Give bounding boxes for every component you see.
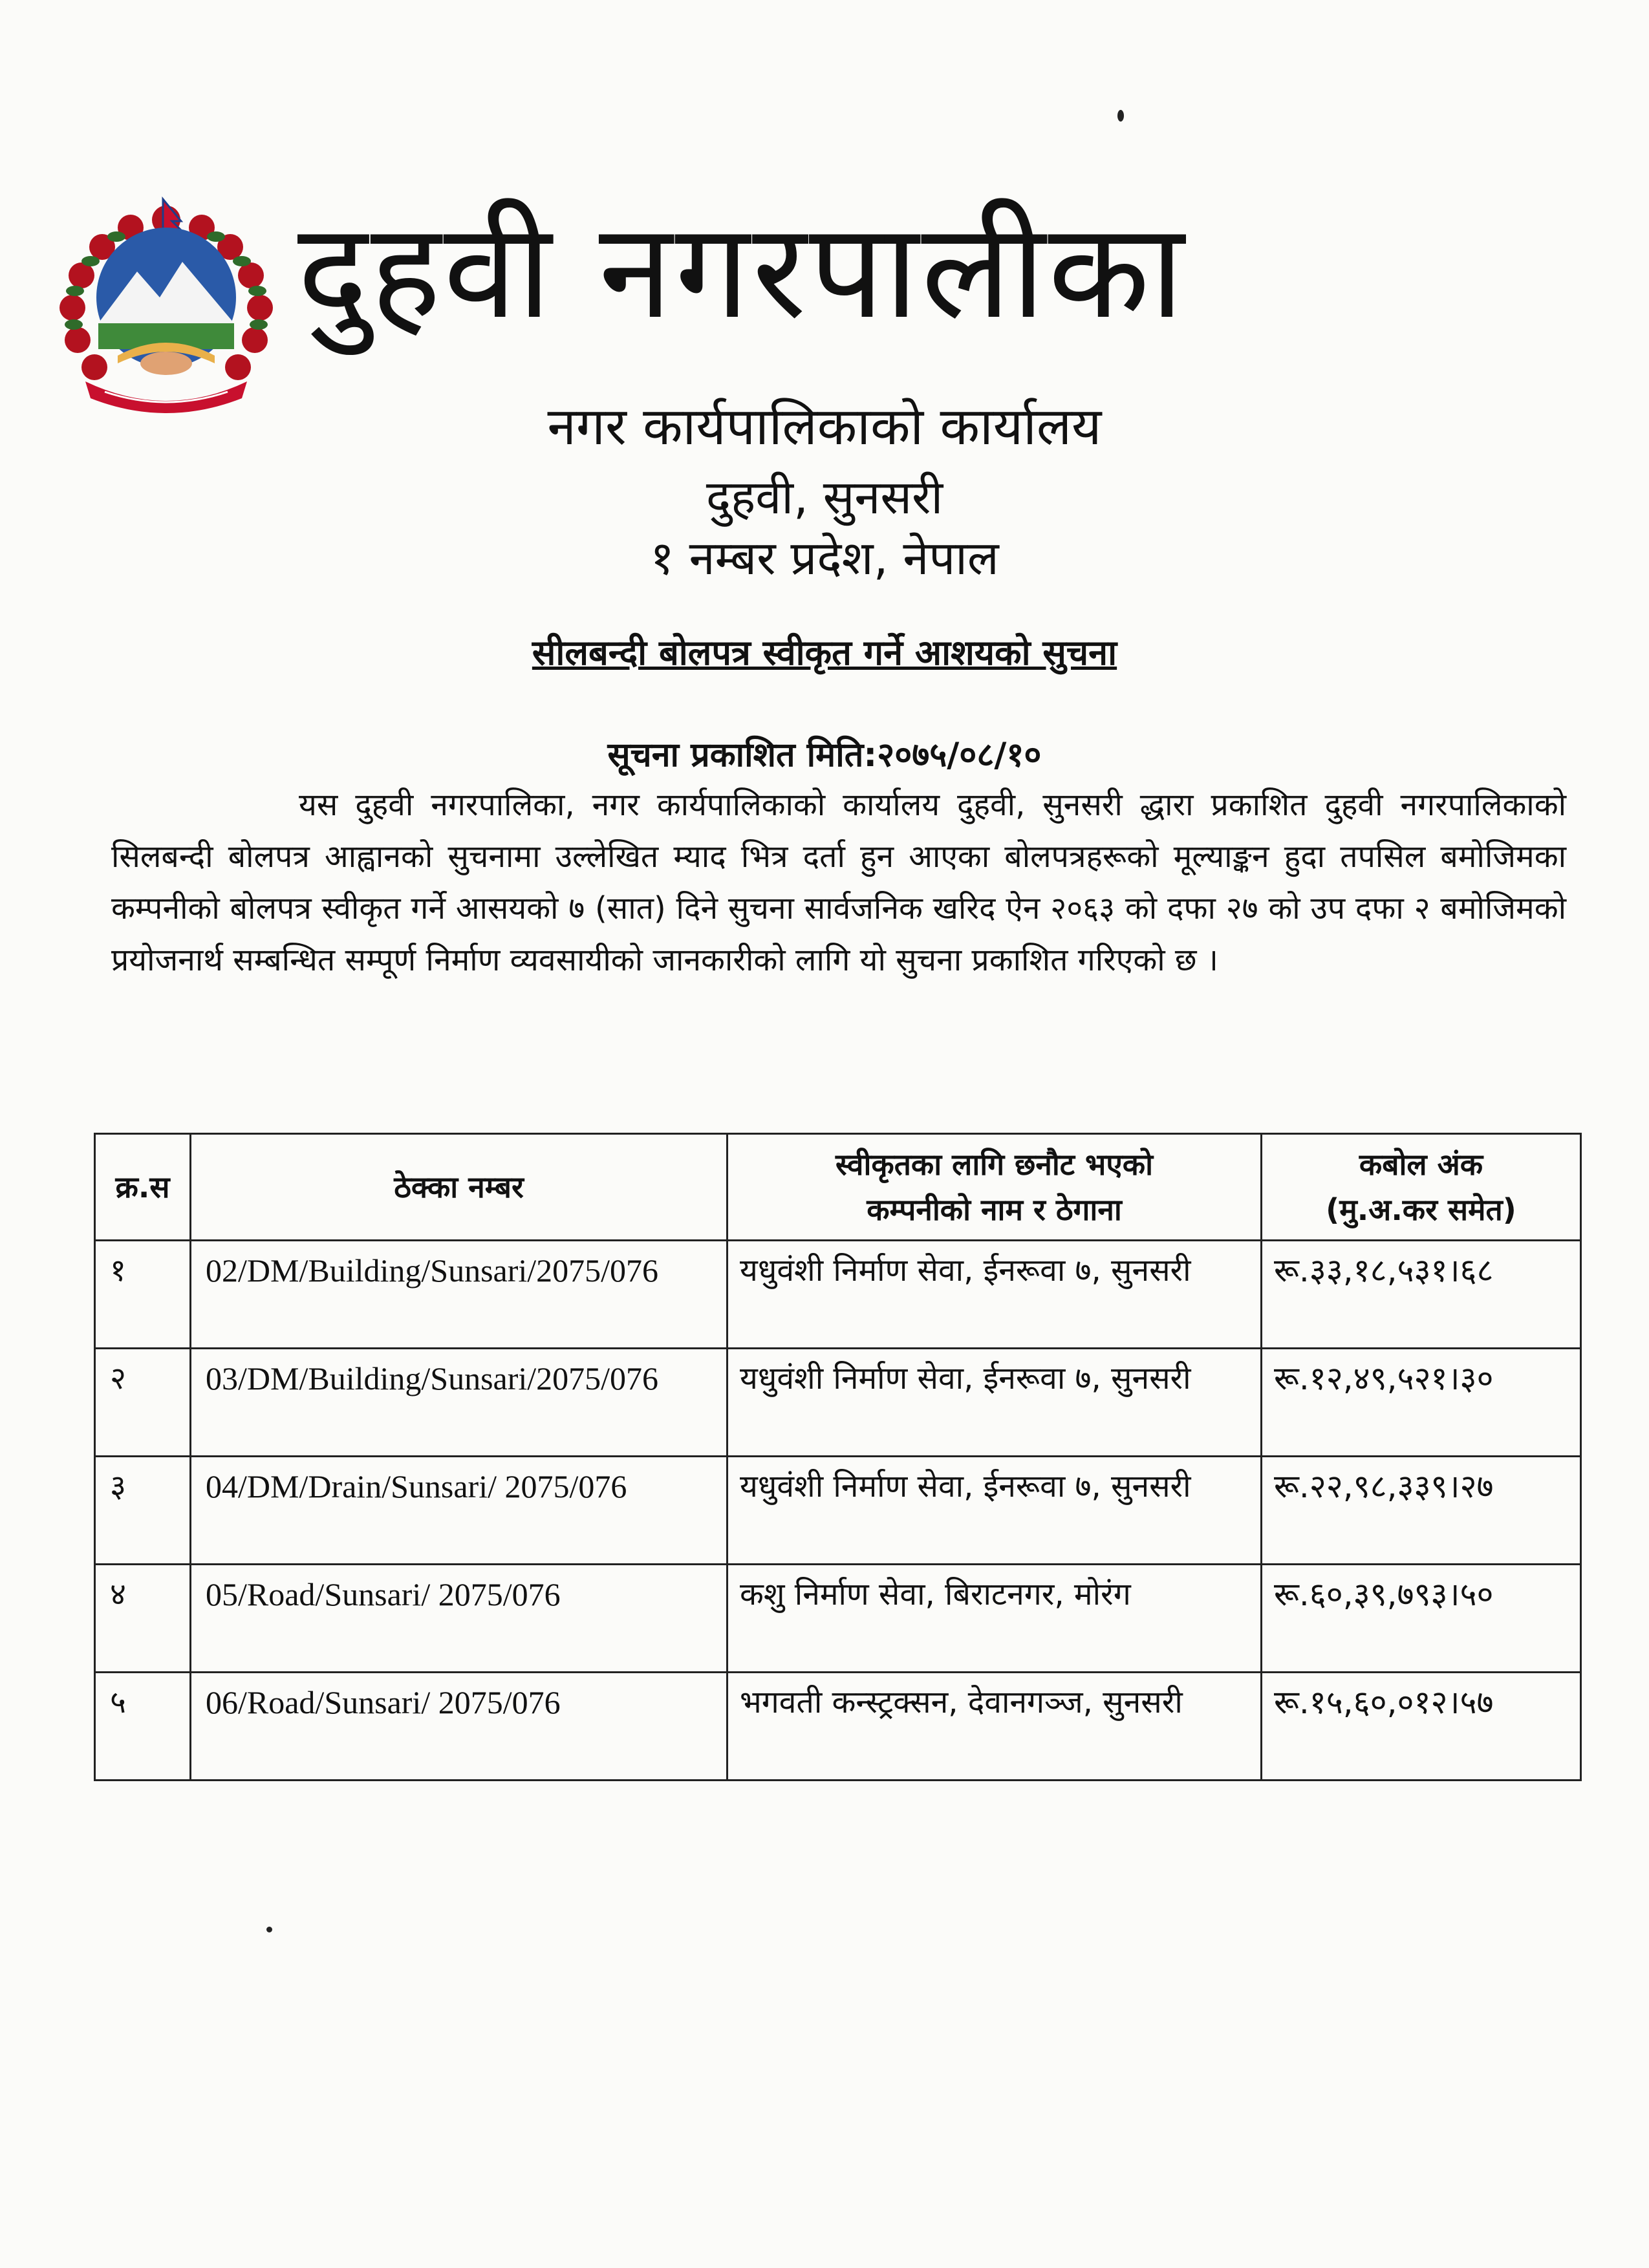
row-amount: रू.१२,४९,५२१।३० [1262, 1349, 1581, 1457]
row-sn: ४ [95, 1565, 191, 1673]
table-row [95, 1349, 1581, 1457]
office-location: दुहवी, सुनसरी [706, 470, 943, 524]
row-firm: यधुवंशी निर्माण सेवा, ईनरूवा ७, सुनसरी [727, 1457, 1262, 1565]
row-contract-no: 06/Road/Sunsari/ 2075/076 [191, 1673, 727, 1781]
header-firm-line2: कम्पनीको नाम र ठेगाना [867, 1192, 1122, 1227]
header-contract-no: ठेक्का नम्बर [191, 1134, 727, 1241]
table-row [95, 1565, 1581, 1673]
table-row [95, 1241, 1581, 1349]
scan-speck [266, 1927, 272, 1932]
municipality-name: दुहवी नगरपालीका [297, 195, 1187, 348]
header-firm [727, 1134, 1262, 1241]
table-row [95, 1457, 1581, 1565]
header-firm-line1: स्वीकृतका लागि छनौट भएको [835, 1147, 1154, 1182]
row-amount: रू.३३,१८,५३१।६८ [1262, 1241, 1581, 1349]
table-row [95, 1673, 1581, 1781]
published-date: सूचना प्रकाशित मिति:२०७५/०८/१० [607, 736, 1042, 775]
scan-speck [1117, 110, 1124, 122]
row-contract-no: 02/DM/Building/Sunsari/2075/076 [191, 1241, 727, 1349]
row-firm: कशु निर्माण सेवा, बिराटनगर, मोरंग [727, 1565, 1262, 1673]
row-amount: रू.६०,३९,७९३।५० [1262, 1565, 1581, 1673]
row-sn: ५ [95, 1673, 191, 1781]
row-firm: यधुवंशी निर्माण सेवा, ईनरूवा ७, सुनसरी [727, 1241, 1262, 1349]
header-sn: क्र.स [95, 1134, 191, 1241]
row-contract-no: 05/Road/Sunsari/ 2075/076 [191, 1565, 727, 1673]
award-table [94, 1133, 1582, 1781]
row-firm: भगवती कन्स्ट्रक्सन, देवानगञ्ज, सुनसरी [727, 1673, 1262, 1781]
header-amount-line1: कबोल अंक [1359, 1147, 1483, 1182]
row-sn: ३ [95, 1457, 191, 1565]
table-header-row [95, 1134, 1581, 1241]
header-amount-line2: (मु.अ.कर समेत) [1326, 1192, 1516, 1227]
row-amount: रू.२२,९८,३३९।२७ [1262, 1457, 1581, 1565]
office-province: १ नम्बर प्रदेश, नेपाल [650, 531, 999, 585]
row-contract-no: 04/DM/Drain/Sunsari/ 2075/076 [191, 1457, 727, 1565]
row-firm: यधुवंशी निर्माण सेवा, ईनरूवा ७, सुनसरी [727, 1349, 1262, 1457]
row-amount: रू.१५,६०,०१२।५७ [1262, 1673, 1581, 1781]
row-sn: २ [95, 1349, 191, 1457]
nepal-government-emblem-icon [40, 194, 292, 417]
row-contract-no: 03/DM/Building/Sunsari/2075/076 [191, 1349, 727, 1457]
header-amount [1262, 1134, 1581, 1241]
notice-body: यस दुहवी नगरपालिका, नगर कार्यपालिकाको कार्यालय दुहवी, सुनसरी द्धारा प्रकाशित दुहवी नगरपालिकाको सिलबन्दी बोलपत्र आह्वानको सुचनामा उल्लेखित म्याद भित्र दर्ता हुन आएका बोलपत्रहरूको मूल्याङ्कन हुदा तपसिल बमोजिमका कम्पनीको बोलपत्र स्वीकृत गर्ने आसयको ७ (सात) दिने सुचना सार्वजनिक खरिद ऐन २०६३ को दफा २७ को उप दफा २ बमोजिमको प्रयोजनार्थ सम्बन्धित सम्पूर्ण निर्माण व्यवसायीको जानकारीको लागि यो सुचना प्रकाशित गरिएको छ । [111, 787, 1566, 978]
notice-title: सीलबन्दी बोलपत्र स्वीकृत गर्ने आशयको सुचना [532, 632, 1117, 673]
row-sn: १ [95, 1241, 191, 1349]
office-name: नगर कार्यपालिकाको कार्यालय [547, 396, 1102, 456]
